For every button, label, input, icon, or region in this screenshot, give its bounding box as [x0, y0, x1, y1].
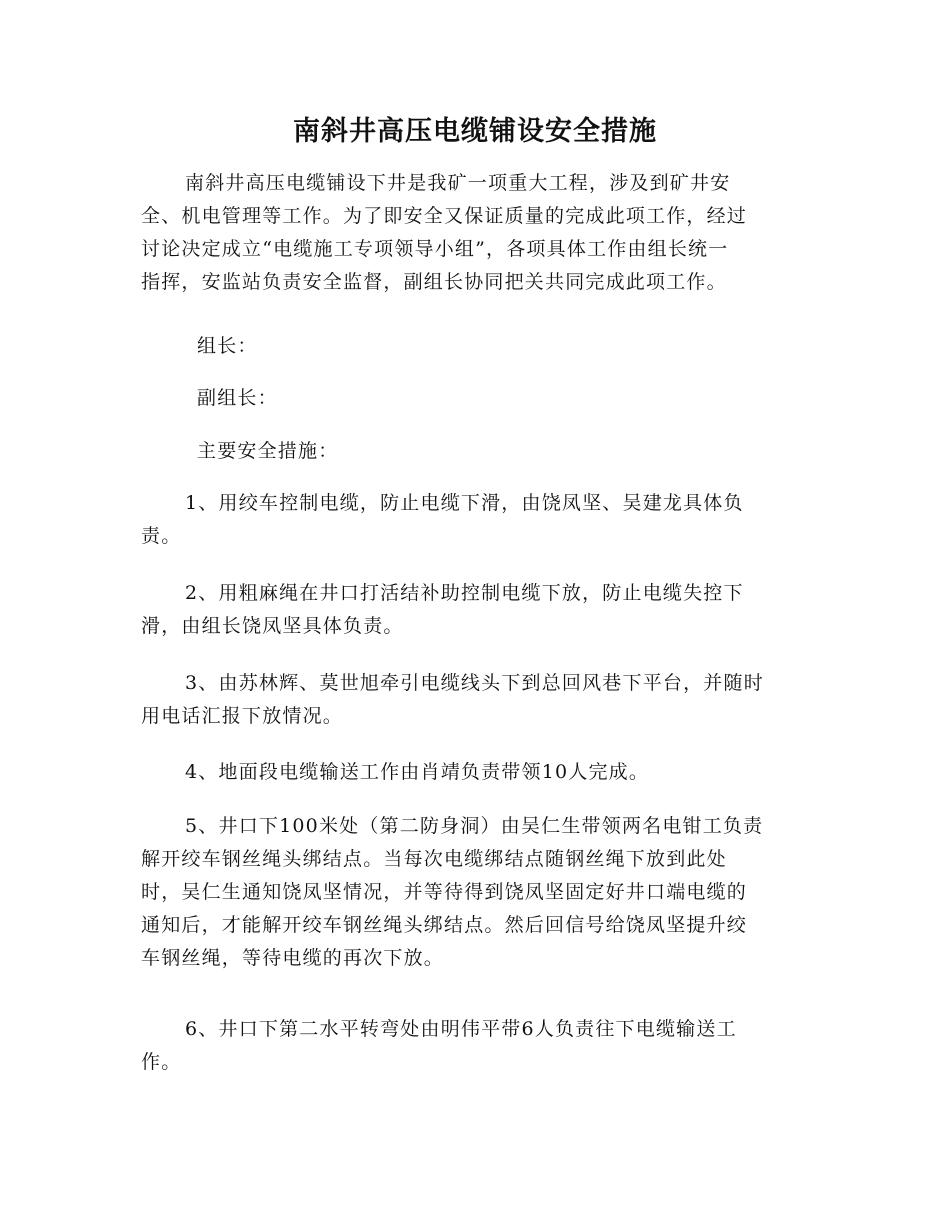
leader-label: 组长： [197, 335, 258, 357]
paragraph-line: 通知后，才能解开绞车钢丝绳头绑结点。然后回信号给饶凤坚提升绞 [141, 914, 748, 936]
document-title: 南斜井高压电缆铺设安全措施 [293, 116, 657, 147]
paragraph-line: 3、由苏林辉、莫世旭牵引电缆线头下到总回风巷下平台，并随时 [185, 672, 764, 694]
measure-item-3 [141, 667, 811, 733]
paragraph-line: 讨论决定成立“电缆施工专项领导小组”，各项具体工作由组长统一 [141, 238, 729, 260]
deputy-leader-line [141, 382, 811, 415]
measure-item-4 [141, 756, 811, 789]
measures-heading: 主要安全措施： [197, 440, 339, 462]
paragraph-line: 车钢丝绳，等待电缆的再次下放。 [141, 947, 445, 969]
paragraph-line: 1、用绞车控制电缆，防止电缆下滑，由饶凤坚、吴建龙具体负 [185, 492, 744, 514]
paragraph-line: 作。 [141, 1051, 182, 1073]
paragraph-line: 2、用粗麻绳在井口打活结补助控制电缆下放，防止电缆失控下 [185, 582, 744, 604]
paragraph-line: 解开绞车钢丝绳头绑结点。当每次电缆绑结点随钢丝绳下放到此处 [141, 848, 727, 870]
measure-item-1 [141, 487, 811, 553]
paragraph-line: 全、机电管理等工作。为了即安全又保证质量的完成此项工作，经过 [141, 205, 748, 227]
paragraph-line: 用电话汇报下放情况。 [141, 705, 344, 727]
paragraph-line: 责。 [141, 525, 182, 547]
paragraph-line: 滑，由组长饶凤坚具体负责。 [141, 615, 404, 637]
measure-item-2 [141, 577, 811, 643]
paragraph-line: 5、井口下100米处（第二防身洞）由吴仁生带领两名电钳工负责 [185, 815, 764, 837]
leader-line [141, 330, 811, 363]
paragraph-line: 指挥，安监站负责安全监督，副组长协同把关共同完成此项工作。 [141, 271, 727, 293]
measure-item-6 [141, 1013, 811, 1079]
measures-heading-line [141, 435, 811, 468]
measure-item-5 [141, 810, 811, 975]
intro-paragraph [141, 167, 811, 299]
paragraph-line: 4、地面段电缆输送工作由肖靖负责带领10人完成。 [185, 761, 650, 783]
paragraph-line: 时，吴仁生通知饶凤坚情况，并等待得到饶凤坚固定好井口端电缆的 [141, 881, 748, 903]
deputy-leader-label: 副组长： [197, 387, 278, 409]
paragraph-line: 南斜井高压电缆铺设下井是我矿一项重大工程，涉及到矿井安 [185, 172, 731, 194]
paragraph-line: 6、井口下第二水平转弯处由明伟平带6人负责往下电缆输送工 [185, 1018, 737, 1040]
